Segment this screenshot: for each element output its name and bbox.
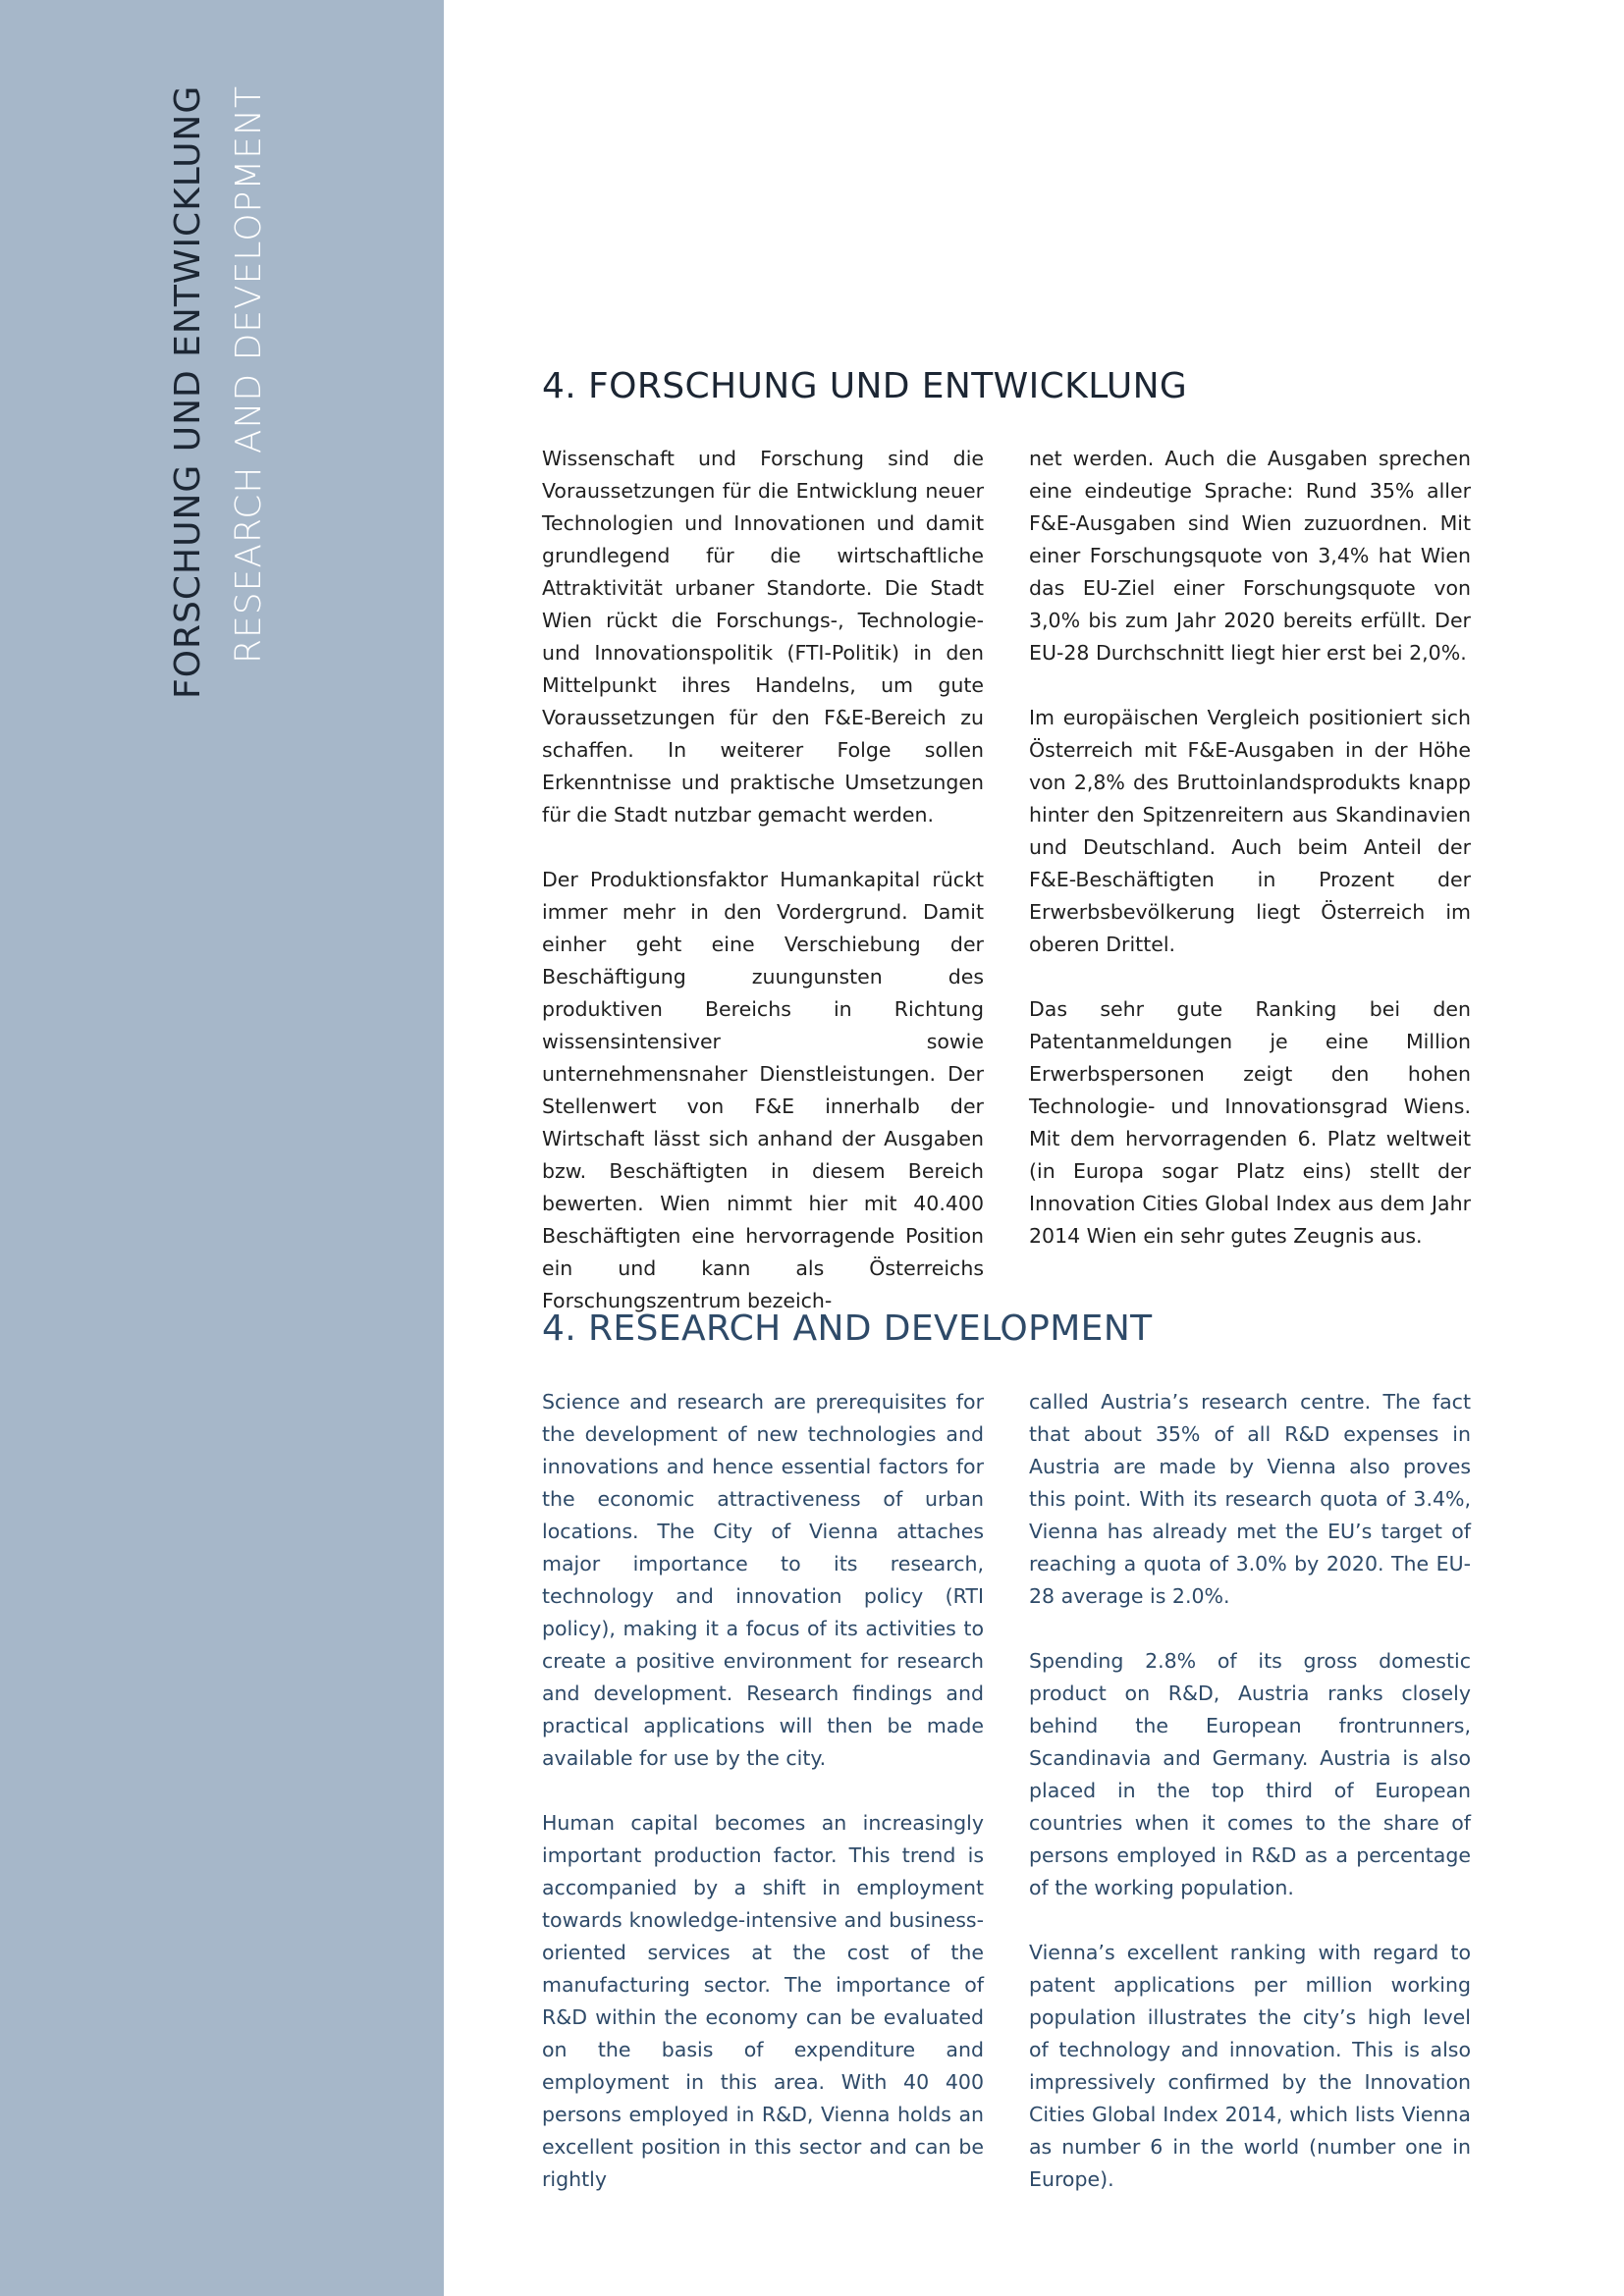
german-column-right (1029, 443, 1471, 1285)
section-heading-german: 4. FORSCHUNG UND ENTWICKLUNG (542, 366, 1188, 406)
english-paragraph-2-part-2: called Austria’s research centre. The fact that about 35% of all R&D expenses in Austria are made by Vienna also proves this point. With its research quota of 3.4%, Vienna has already met the EU’s target of reaching a quota of 3.0% by 2020. The EU-28 average is 2.0%. (1029, 1390, 1471, 1608)
german-paragraph-4: Das sehr gute Ranking bei den Patentanmeldungen je eine Million Erwerbspersonen zeigt den hohen Technologie- und Innovationsgrad Wiens. Mit dem hervorragenden 6. Platz weltweit (in Europa sogar Platz eins) stellt der Innovation Cities Global Index aus dem Jahr 2014 Wien ein sehr gutes Zeugnis aus. (1029, 997, 1471, 1248)
english-paragraph-4: Vienna’s excellent ranking with regard to patent applications per million working population illustrates the city’s high level of technology and innovation. This is also impressively confirmed by the Innovation Cities Global Index 2014, which lists Vienna as number 6 in the world (number one in Europe). (1029, 1941, 1471, 2191)
german-column-left (542, 443, 984, 1350)
english-paragraph-3: Spending 2.8% of its gross domestic product on R&D, Austria ranks closely behind the European frontrunners, Scandinavia and Germany. Austria is also placed in the top third of European countries when it comes to the share of persons employed in R&D as a percentage of the working population. (1029, 1649, 1471, 1899)
english-column-right (1029, 1386, 1471, 2228)
english-column-left (542, 1386, 984, 2228)
german-paragraph-2-part-2: net werden. Auch die Ausgaben sprechen eine eindeutige Sprache: Rund 35% aller F&E-Ausgaben sind Wien zuzuordnen. Mit einer Forschungsquote von 3,4% hat Wien das EU-Ziel einer Forschungsquote von 3,0% bis zum Jahr 2020 bereits erfüllt. Der EU-28 Durchschnitt liegt hier erst bei 2,0%. (1029, 447, 1471, 665)
german-paragraph-2-part-1: Der Produktionsfaktor Humankapital rückt immer mehr in den Vordergrund. Damit einher geht eine Verschiebung der Beschäftigung zuungunsten des produktiven Bereichs in Richtung wissensintensiver sowie unternehmensnaher Dienstleistungen. Der Stellenwert von F&E innerhalb der Wirtschaft lässt sich anhand der Ausgaben bzw. Beschäftigten in diesem Bereich bewerten. Wien nimmt hier mit 40.400 Beschäftigten eine hervorragende Position ein und kann als Österreichs Forschungszentrum bezeich- (542, 868, 984, 1312)
german-paragraph-1: Wissenschaft und Forschung sind die Voraussetzungen für die Entwicklung neuer Technologien und Innovationen und damit grundlegend für die wirtschaftliche Attraktivität urbaner Standorte. Die Stadt Wien rückt die Forschungs-, Technologie- und Innovationspolitik (FTI-Politik) in den Mittelpunkt ihres Handelns, um gute Voraussetzungen für den F&E-Bereich zu schaffen. In weiterer Folge sollen Erkenntnisse und praktische Umsetzungen für die Stadt nutzbar gemacht werden. (542, 447, 984, 827)
sidebar-title-german: FORSCHUNG UND ENTWICKLUNG (168, 84, 208, 699)
english-paragraph-2-part-1: Human capital becomes an increasingly important production factor. This trend is accompanied by a shift in employment towards knowledge-intensive and business-oriented services at the cost of the manufacturing sector. The importance of R&D within the economy can be evaluated on the basis of expenditure and employment in this area. With 40 400 persons employed in R&D, Vienna holds an excellent position in this sector and can be rightly (542, 1811, 984, 2191)
sidebar-band (0, 0, 444, 2296)
german-paragraph-3: Im europäischen Vergleich positioniert sich Österreich mit F&E-Ausgaben in der Höhe von 2,8% des Bruttoinlandsprodukts knapp hinter den Spitzenreitern aus Skandinavien und Deutschland. Auch beim Anteil der F&E-Beschäftigten in Prozent der Erwerbsbevölkerung liegt Österreich im oberen Drittel. (1029, 706, 1471, 956)
section-heading-english: 4. RESEARCH AND DEVELOPMENT (542, 1308, 1153, 1349)
english-paragraph-1: Science and research are prerequisites for the development of new technologies and innovations and hence essential factors for the economic attractiveness of urban locations. The City of Vienna attaches major importance to its research, technology and innovation policy (RTI policy), making it a focus of its activities to create a positive environment for research and development. Research findings and practical applications will then be made available for use by the city. (542, 1390, 984, 1770)
sidebar-title-english: RESEARCH AND DEVELOPMENT (229, 85, 269, 664)
